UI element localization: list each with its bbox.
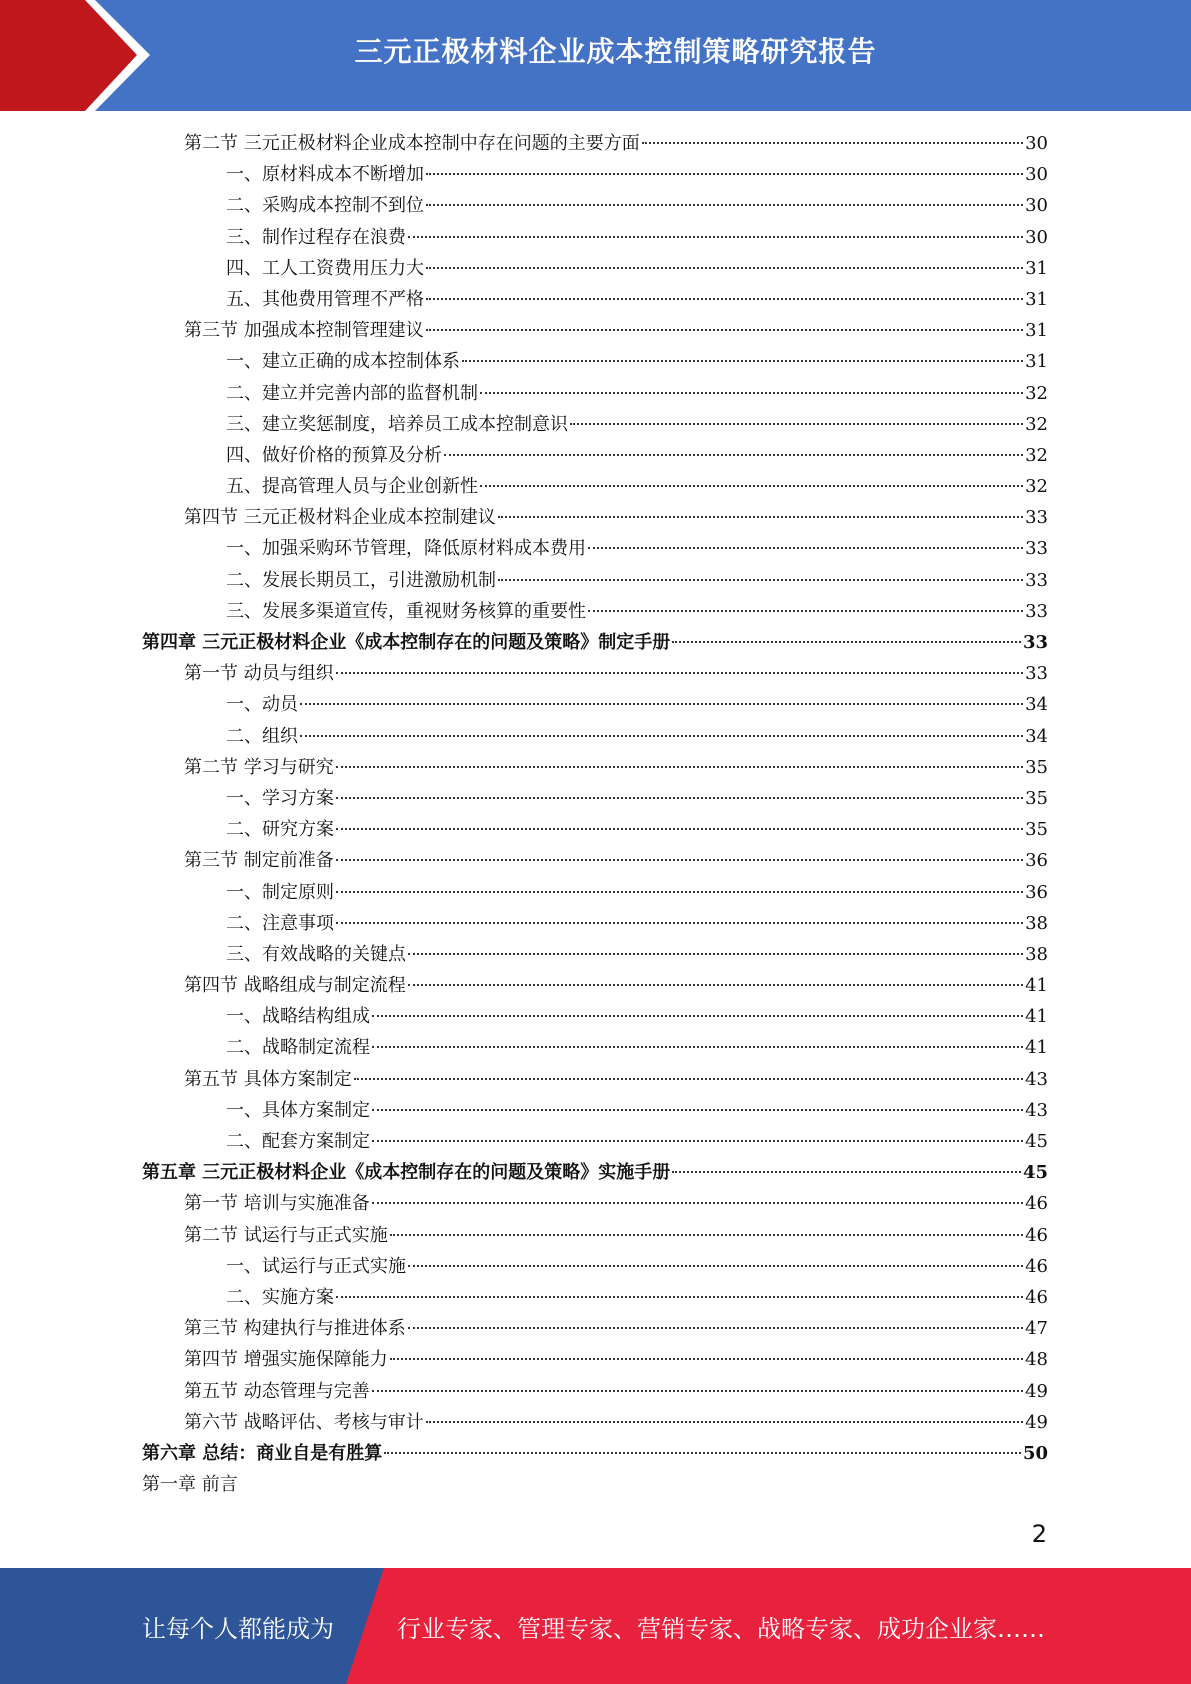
toc-entry-label: 一、试运行与正式实施	[226, 1255, 406, 1277]
toc-entry-label: 五、提高管理人员与企业创新性	[226, 476, 478, 498]
toc-dot-leader	[336, 922, 1023, 924]
toc-entry[interactable]	[142, 845, 1048, 876]
toc-entry-label: 二、战略制定流程	[226, 1037, 370, 1059]
toc-entry-label: 第三节 加强成本控制管理建议	[184, 320, 424, 342]
toc-entry[interactable]	[142, 440, 1048, 471]
toc-entry[interactable]	[142, 596, 1048, 627]
toc-dot-leader	[336, 828, 1023, 830]
toc-entry-label: 一、加强采购环节管理，降低原材料成本费用	[226, 538, 586, 560]
toc-dot-leader	[372, 1046, 1023, 1048]
toc-dot-leader	[372, 1202, 1023, 1204]
toc-entry-label: 第二节 学习与研究	[184, 756, 334, 778]
toc-entry-label: 第二节 三元正极材料企业成本控制中存在问题的主要方面	[184, 133, 640, 154]
toc-dot-leader	[426, 267, 1023, 269]
toc-entry[interactable]	[142, 1095, 1048, 1126]
toc-entry-page: 31	[1025, 288, 1048, 310]
toc-entry-label: 第一节 动员与组织	[184, 663, 334, 685]
toc-entry-page: 38	[1025, 912, 1048, 934]
toc-entry[interactable]	[142, 814, 1048, 845]
toc-entry-page: 31	[1025, 351, 1048, 373]
toc-entry[interactable]	[142, 1251, 1048, 1282]
toc-dot-leader	[588, 547, 1023, 549]
toc-entry[interactable]	[142, 565, 1048, 596]
toc-dot-leader	[570, 423, 1023, 425]
toc-dot-leader	[408, 236, 1023, 238]
toc-entry-page: 35	[1025, 819, 1048, 841]
toc-entry[interactable]	[142, 908, 1048, 939]
toc-entry-label: 第二节 试运行与正式实施	[184, 1224, 388, 1246]
toc-entry-page: 30	[1025, 195, 1048, 217]
toc-entry[interactable]	[142, 190, 1048, 221]
toc-dot-leader	[372, 1140, 1023, 1142]
toc-dot-leader	[372, 1109, 1023, 1111]
toc-dot-leader	[336, 797, 1023, 799]
toc-entry-label: 一、制定原则	[226, 881, 334, 903]
toc-dot-leader	[480, 392, 1023, 394]
toc-entry[interactable]	[142, 533, 1048, 564]
toc-entry[interactable]	[142, 128, 1048, 159]
toc-entry-page: 38	[1025, 943, 1048, 965]
toc-entry-page: 49	[1025, 1411, 1048, 1433]
toc-dot-leader	[336, 891, 1023, 893]
toc-entry-label: 第三节 构建执行与推进体系	[184, 1318, 406, 1340]
toc-dot-leader	[336, 672, 1023, 674]
toc-dot-leader	[336, 766, 1023, 768]
toc-entry[interactable]	[142, 877, 1048, 908]
toc-dot-leader	[462, 360, 1023, 362]
footer-slogan-right: 行业专家、管理专家、营销专家、战略专家、成功企业家……	[397, 1614, 1045, 1643]
toc-entry-page: 49	[1025, 1380, 1048, 1402]
toc-entry-page: 36	[1025, 881, 1048, 903]
toc-entry[interactable]	[142, 315, 1048, 346]
toc-entry-page: 45	[1025, 1131, 1048, 1152]
toc-entry-page: 30	[1025, 164, 1048, 186]
toc-entry-label: 第五章 三元正极材料企业《成本控制存在的问题及策略》实施手册	[142, 1162, 671, 1184]
toc-entry-label: 二、配套方案制定	[226, 1131, 370, 1152]
toc-entry-page: 35	[1025, 756, 1048, 778]
toc-entry[interactable]	[142, 1344, 1048, 1375]
toc-entry[interactable]	[142, 378, 1048, 409]
toc-entry-label: 二、实施方案	[226, 1286, 334, 1308]
toc-entry[interactable]	[142, 1407, 1048, 1438]
toc-entry-page: 50	[1022, 1442, 1048, 1464]
toc-entry-label: 一、动员	[226, 694, 298, 716]
toc-entry[interactable]	[142, 1157, 1048, 1188]
toc-entry[interactable]	[142, 1220, 1048, 1251]
toc-entry-page: 33	[1025, 600, 1048, 622]
toc-entry[interactable]	[142, 627, 1048, 658]
toc-dot-leader	[300, 735, 1023, 737]
toc-entry-page: 30	[1025, 226, 1048, 248]
toc-entry-label: 二、组织	[226, 725, 298, 747]
toc-entry-page: 30	[1025, 133, 1048, 154]
toc-entry-page: 33	[1025, 569, 1048, 591]
toc-entry-page: 47	[1025, 1318, 1048, 1340]
toc-entry[interactable]	[142, 346, 1048, 377]
toc-dot-leader	[390, 1234, 1023, 1236]
toc-dot-leader	[390, 1358, 1023, 1360]
toc-entry-label: 第六节 战略评估、考核与审计	[184, 1411, 424, 1433]
toc-entry-page: 48	[1025, 1349, 1048, 1371]
page-header	[0, 0, 1191, 111]
toc-entry-page: 35	[1025, 787, 1048, 809]
toc-entry[interactable]	[142, 253, 1048, 284]
toc-entry-page: 43	[1025, 1068, 1048, 1090]
toc-entry[interactable]	[142, 502, 1048, 533]
toc-entry[interactable]	[142, 721, 1048, 752]
toc-entry-page: 31	[1025, 257, 1048, 279]
toc-entry[interactable]	[142, 1282, 1048, 1313]
toc-entry-label: 一、具体方案制定	[226, 1099, 370, 1121]
toc-entry-label: 四、工人工资费用压力大	[226, 257, 424, 279]
toc-dot-leader	[426, 329, 1023, 331]
toc-entry-page: 41	[1025, 975, 1048, 997]
toc-entry[interactable]	[142, 939, 1048, 970]
toc-entry-label: 第一节 培训与实施准备	[184, 1193, 370, 1215]
toc-entry-label: 一、原材料成本不断增加	[226, 164, 424, 186]
toc-entry-page: 32	[1025, 476, 1048, 498]
toc-entry-label: 三、建立奖惩制度，培养员工成本控制意识	[226, 413, 568, 435]
toc-dot-leader	[336, 1296, 1023, 1298]
toc-dot-leader	[336, 859, 1023, 861]
toc-entry[interactable]	[142, 1376, 1048, 1407]
toc-entry-label: 第四节 三元正极材料企业成本控制建议	[184, 507, 496, 529]
toc-entry-label: 三、发展多渠道宣传，重视财务核算的重要性	[226, 600, 586, 622]
toc-entry[interactable]	[142, 783, 1048, 814]
toc-entry-label: 第四章 三元正极材料企业《成本控制存在的问题及策略》制定手册	[142, 632, 671, 653]
toc-entry[interactable]	[142, 1064, 1048, 1095]
toc-entry[interactable]	[142, 1001, 1048, 1032]
toc-entry-label: 二、注意事项	[226, 912, 334, 934]
toc-entry[interactable]	[142, 689, 1048, 720]
toc-dot-leader	[444, 454, 1023, 456]
toc-entry[interactable]	[142, 1438, 1048, 1469]
toc-entry-label: 五、其他费用管理不严格	[226, 288, 424, 310]
toc-entry-label: 三、有效战略的关键点	[226, 943, 406, 965]
toc-entry-label: 三、制作过程存在浪费	[226, 226, 406, 248]
toc-entry-label: 二、研究方案	[226, 819, 334, 841]
toc-entry[interactable]	[142, 471, 1048, 502]
toc-entry[interactable]	[142, 970, 1048, 1001]
toc-entry-label: 第四节 增强实施保障能力	[184, 1349, 388, 1371]
toc-dot-leader	[408, 984, 1023, 986]
toc-entry-page: 32	[1025, 382, 1048, 404]
toc-entry[interactable]	[142, 1032, 1048, 1063]
toc-dot-leader	[498, 516, 1023, 518]
toc-entry[interactable]	[142, 1469, 1048, 1500]
toc-entry[interactable]	[142, 159, 1048, 190]
toc-dot-leader	[588, 610, 1023, 612]
toc-dot-leader	[300, 703, 1023, 705]
toc-entry[interactable]	[142, 409, 1048, 440]
toc-entry[interactable]	[142, 1313, 1048, 1344]
toc-entry-label: 二、发展长期员工，引进激励机制	[226, 569, 496, 591]
toc-dot-leader	[384, 1452, 1021, 1454]
toc-entry-page: 36	[1025, 850, 1048, 872]
toc-entry-page: 34	[1025, 694, 1048, 716]
page-footer	[0, 1568, 1191, 1684]
page-number: 2	[1031, 1520, 1047, 1548]
toc-entry-page: 31	[1025, 320, 1048, 342]
toc-entry-label: 第六章 总结：商业自是有胜算	[142, 1442, 383, 1464]
toc-entry[interactable]	[142, 658, 1048, 689]
toc-dot-leader	[408, 953, 1023, 955]
toc-entry-page: 41	[1025, 1037, 1048, 1059]
toc-dot-leader	[426, 204, 1023, 206]
toc-dot-leader	[426, 173, 1023, 175]
toc-entry-label: 一、战略结构组成	[226, 1006, 370, 1028]
toc-dot-leader	[408, 1265, 1023, 1267]
table-of-contents	[142, 128, 1048, 1500]
toc-dot-leader	[642, 142, 1023, 144]
toc-entry[interactable]	[142, 1126, 1048, 1157]
toc-entry[interactable]	[142, 222, 1048, 253]
toc-entry[interactable]	[142, 284, 1048, 315]
toc-entry-page: 46	[1025, 1193, 1048, 1215]
toc-dot-leader	[372, 1015, 1023, 1017]
toc-entry-page: 33	[1025, 663, 1048, 685]
toc-dot-leader	[354, 1078, 1023, 1080]
toc-entry-label: 第五节 动态管理与完善	[184, 1380, 370, 1402]
toc-entry-page: 33	[1025, 538, 1048, 560]
toc-entry-page: 43	[1025, 1099, 1048, 1121]
toc-entry-label: 一、建立正确的成本控制体系	[226, 351, 460, 373]
toc-entry-label: 二、采购成本控制不到位	[226, 195, 424, 217]
toc-dot-leader	[408, 1327, 1023, 1329]
toc-dot-leader	[498, 579, 1023, 581]
toc-entry-page: 34	[1025, 725, 1048, 747]
toc-dot-leader	[426, 298, 1023, 300]
toc-entry-page: 41	[1025, 1006, 1048, 1028]
toc-entry-page: 46	[1025, 1255, 1048, 1277]
toc-entry-page: 46	[1025, 1224, 1048, 1246]
toc-entry-page: 46	[1025, 1286, 1048, 1308]
toc-entry-page: 32	[1025, 413, 1048, 435]
toc-entry-page: 33	[1022, 632, 1048, 653]
toc-entry-page: 33	[1025, 507, 1048, 529]
toc-entry-page: 45	[1022, 1162, 1048, 1184]
toc-entry-label: 第一章 前言	[142, 1474, 238, 1496]
toc-entry-label: 二、建立并完善内部的监督机制	[226, 382, 478, 404]
toc-dot-leader	[480, 485, 1023, 487]
toc-entry[interactable]	[142, 752, 1048, 783]
toc-entry-page: 32	[1025, 444, 1048, 466]
toc-dot-leader	[672, 1171, 1021, 1173]
toc-entry[interactable]	[142, 1188, 1048, 1219]
toc-entry-label: 第四节 战略组成与制定流程	[184, 975, 406, 997]
toc-entry-label: 四、做好价格的预算及分析	[226, 444, 442, 466]
toc-entry-label: 第三节 制定前准备	[184, 850, 334, 872]
toc-entry-label: 第五节 具体方案制定	[184, 1068, 352, 1090]
report-title: 三元正极材料企业成本控制策略研究报告	[354, 35, 877, 68]
toc-dot-leader	[426, 1421, 1023, 1423]
toc-dot-leader	[672, 641, 1021, 643]
footer-slogan-left: 让每个人都能成为	[142, 1614, 334, 1643]
toc-dot-leader	[372, 1390, 1023, 1392]
toc-entry-label: 一、学习方案	[226, 787, 334, 809]
